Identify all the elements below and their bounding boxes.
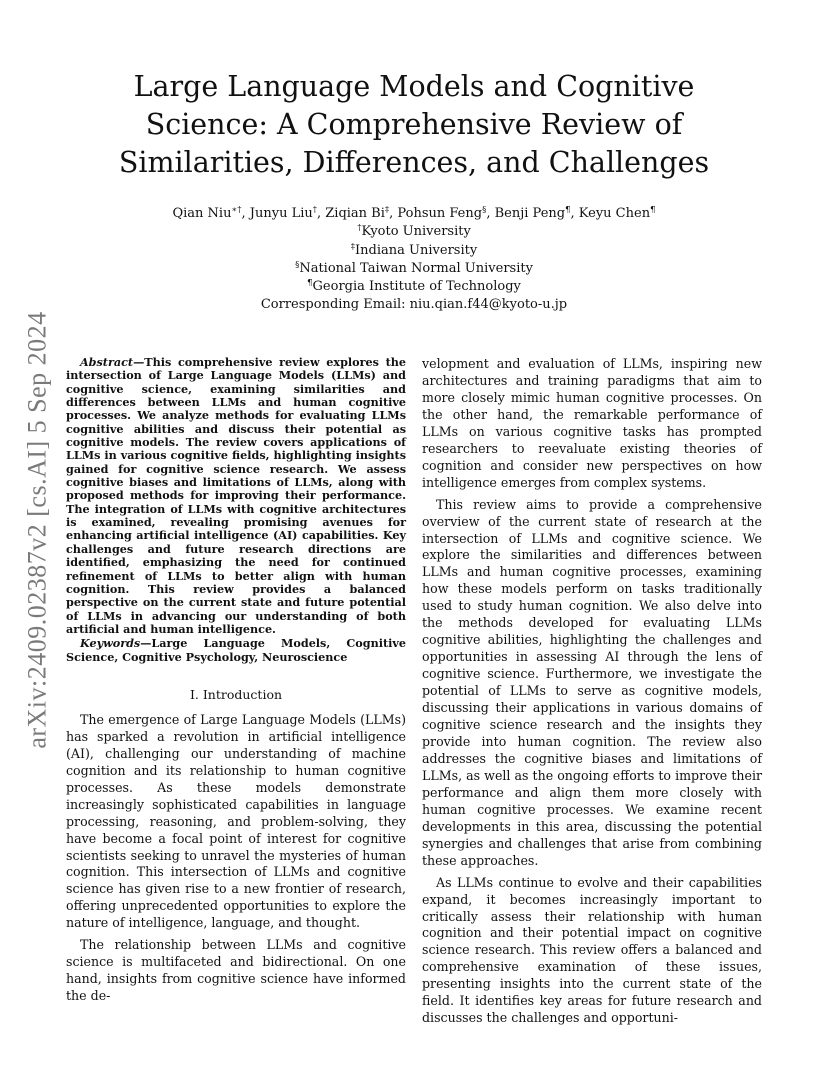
affiliation [80, 278, 748, 296]
author-name: Benji Peng [494, 206, 566, 221]
author-name: Keyu Chen [578, 206, 651, 221]
keywords-text: —Large Language Models, Cognitive Science, Cognitive Psychology, Neuroscience [66, 636, 406, 664]
author-name: Qian Niu [172, 206, 232, 221]
affiliation [80, 242, 748, 260]
title-line-3: Similarities, Differences, and Challenges [118, 146, 710, 179]
abstract [66, 356, 406, 636]
affiliation-name: Georgia Institute of Technology [312, 279, 521, 295]
author-mark: ‡ [384, 205, 390, 215]
author-name: Pohsun Feng [397, 206, 483, 221]
author-mark: ¶ [650, 205, 656, 215]
author-mark: ¶ [565, 205, 571, 215]
keywords [66, 637, 406, 664]
corresponding-email: Corresponding Email: niu.qian.f44@kyoto-u.jp [260, 297, 568, 313]
affiliation-mark: ‡ [350, 241, 356, 252]
affiliation-mark: § [295, 259, 300, 270]
arxiv-identifier [18, 300, 58, 760]
title-line-2: Science: A Comprehensive Review of [145, 108, 683, 141]
affiliation [80, 223, 748, 241]
section-heading: I. Introduction [189, 686, 283, 702]
body-paragraph: This review aims to provide a comprehensive overview of the current state of research at the intersection of LLMs and cognitive science. We explore the similarities and differences between LLMs and human cognitive processes, examining how these models perform on tasks traditionally used to study human cognition. We also delve into the methods developed for evaluating LLMs cognitive abilities, highlighting the challenges and opportunities in assessing AI through the lens of cognitive science. Furthermore, we investigate the potential of LLMs to serve as cognitive models, discussing their applications in various domains of cognitive science research and the insights they provide into human cognition. The review also addresses the cognitive biases and limitations of LLMs, as well as the ongoing efforts to improve their performance and align them more closely with human cognitive processes. We examine recent developments in this area, discussing the potential synergies and challenges that arise from combining these approaches. [422, 496, 762, 868]
affiliation [80, 260, 748, 278]
body-paragraph: The relationship between LLMs and cognitive science is multifaceted and bidirectional. On one hand, insights from cognitive science have informed the de- [66, 937, 406, 1004]
arxiv-identifier-text: arXiv:2409.02387v2 [cs.AI] 5 Sep 2024 [23, 311, 52, 749]
affiliation-name: National Taiwan Normal University [299, 260, 533, 276]
title-line-1: Large Language Models and Cognitive [133, 70, 695, 103]
left-column [66, 356, 406, 1005]
author-list: Qian Niu∗†, Junyu Liu†, Ziqian Bi‡, Pohsun Feng§, Benji Peng¶, Keyu Chen¶ [172, 205, 656, 221]
abstract-label: Abstract [80, 355, 134, 369]
author-mark: § [482, 205, 487, 215]
body-paragraph: As LLMs continue to evolve and their capabilities expand, it becomes increasingly important to critically assess their relationship with human cognition and their potential impact on cognitive science research. This review offers a balanced and comprehensive examination of these issues, presenting insights into the current state of the field. It identifies key areas for future research and discusses the challenges and opportuni- [422, 874, 762, 1026]
body-paragraph: velopment and evaluation of LLMs, inspiring new architectures and training paradigms that aim to more closely mimic human cognitive processes. On the other hand, the remarkable performance of LLMs on various cognitive tasks has prompted researchers to reevaluate existing theories of cognition and consider new perspectives on how intelligence emerges from complex systems. [422, 356, 762, 490]
author-mark: ∗† [231, 205, 242, 215]
author-block [80, 205, 748, 315]
author-mark: † [312, 205, 317, 215]
affiliation-name: Kyoto University [361, 224, 471, 240]
affiliation-mark: ¶ [307, 278, 313, 289]
author-name: Ziqian Bi [325, 206, 385, 221]
author-name: Junyu Liu [249, 206, 313, 221]
abstract-text: —This comprehensive review explores the intersection of Large Language Models (LLMs) and cognitive science, examining similarities and differences between LLMs and human cognitive processes. We analyze methods for evaluating LLMs cognitive abilities and discuss their potential as cognitive models. The review covers applications of LLMs in various cognitive fields, highlighting insights gained for cognitive science research. We assess cognitive biases and limitations of LLMs, along with proposed methods for improving their performance. The integration of LLMs with cognitive architectures is examined, revealing promising avenues for enhancing artificial intelligence (AI) capabilities. Key challenges and future research directions are identified, emphasizing the need for continued refinement of LLMs to better align with human cognition. This review provides a balanced perspective on the current state and future potential of LLMs in advancing our understanding of both artificial and human intelligence. [66, 355, 406, 636]
paper-title [80, 68, 748, 182]
keywords-label: Keywords [80, 636, 141, 651]
body-paragraph: The emergence of Large Language Models (LLMs) has sparked a revolution in artificial intelligence (AI), challenging our understanding of machine cognition and its relationship to human cognitive processes. As these models demonstrate increasingly sophisticated capabilities in language processing, reasoning, and problem-solving, they have become a focal point of interest for cognitive scientists seeking to unravel the mysteries of human cognition. This intersection of LLMs and cognitive science has given rise to a new frontier of research, offering unprecedented opportunities to explore the nature of intelligence, language, and thought. [66, 711, 406, 931]
affiliation-name: Indiana University [355, 242, 478, 258]
affiliation-mark: † [357, 223, 362, 234]
right-column [422, 356, 762, 1027]
